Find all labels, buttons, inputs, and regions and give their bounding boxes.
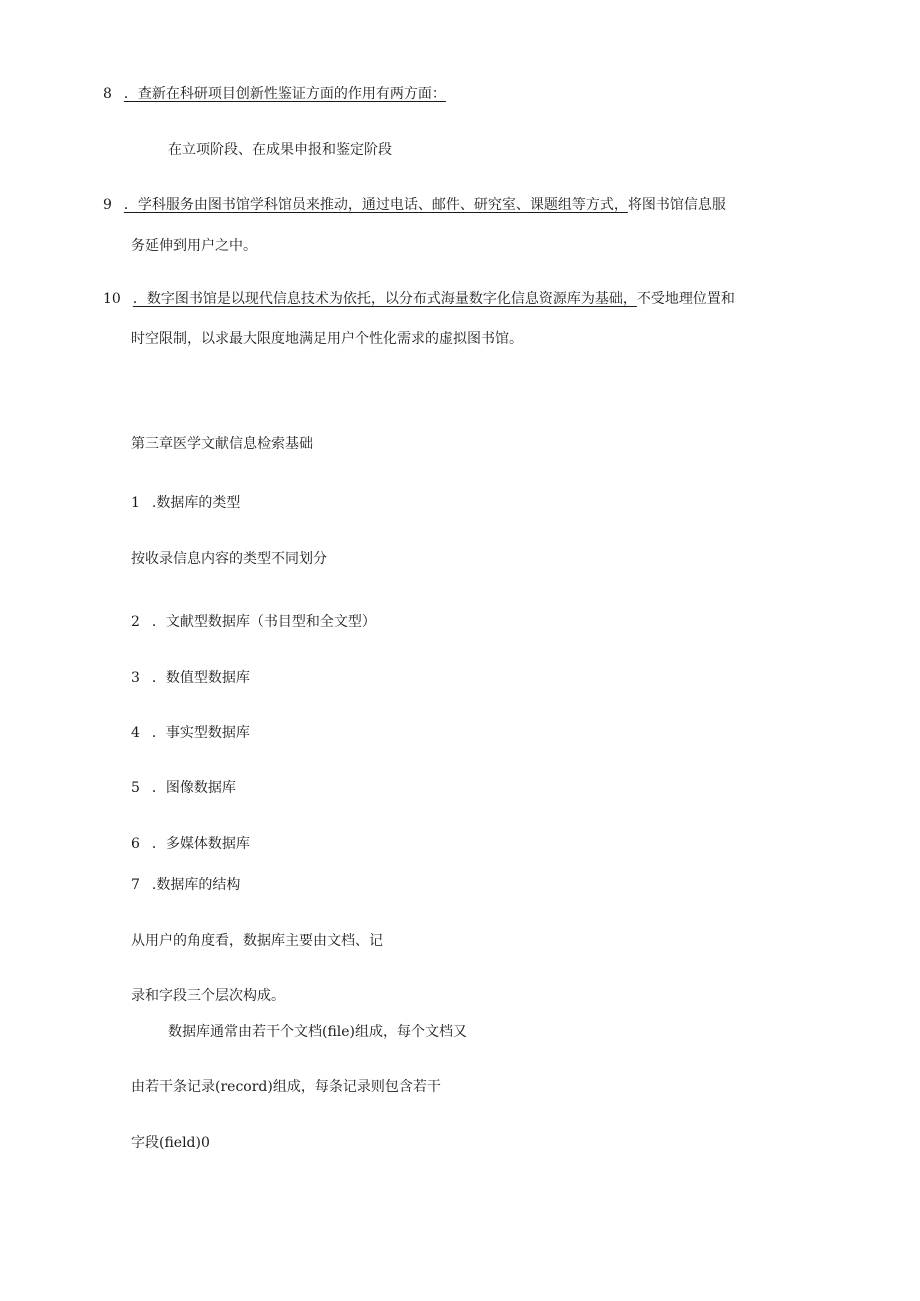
item-8-line	[103, 84, 446, 104]
section-1	[131, 493, 240, 513]
section-2-text: ．文献型数据库（书目型和全文型）	[151, 614, 376, 630]
section-2	[131, 612, 376, 632]
section-7-number: 7	[131, 877, 140, 893]
section-6-text: ．多媒体数据库	[151, 836, 250, 852]
paragraph-2: 录和字段三个层次构成。	[131, 988, 285, 1004]
section-6-number: 6	[131, 836, 140, 852]
item-9-number: 9	[103, 197, 112, 213]
section-1-number: 1	[131, 495, 140, 511]
section-3-text: ．数值型数据库	[151, 670, 250, 686]
item-9-underlined-text: ．学科服务由图书馆学科馆员来推动，通过电话、邮件、研究室、课题组等方式，	[123, 197, 628, 213]
section-1-note: 按收录信息内容的类型不同划分	[131, 551, 327, 567]
item-10-continuation: 时空限制，以求最大限度地满足用户个性化需求的虚拟图书馆。	[131, 331, 523, 347]
section-7-text: .数据库的结构	[151, 877, 241, 893]
item-10-rest-text: 不受地理位置和	[636, 291, 735, 307]
paragraph-3: 数据库通常由若干个文档(file)组成，每个文档又	[168, 1024, 468, 1040]
item-9-rest-text: 将图书馆信息服	[627, 197, 726, 213]
section-4-number: 4	[131, 725, 140, 741]
section-5-number: 5	[131, 780, 140, 796]
section-2-number: 2	[131, 614, 140, 630]
item-9-continuation: 务延伸到用户之中。	[131, 238, 257, 254]
section-5	[131, 778, 236, 798]
section-3-number: 3	[131, 670, 140, 686]
section-4-text: ．事实型数据库	[151, 725, 250, 741]
item-10-number: 10	[103, 291, 121, 307]
item-8-answer: 在立项阶段、在成果申报和鉴定阶段	[168, 142, 392, 158]
section-3	[131, 668, 250, 688]
section-7	[131, 875, 240, 895]
item-8-text: ．查新在科研项目创新性鉴证方面的作用有两方面：	[123, 86, 446, 102]
paragraph-5: 字段(field)0	[131, 1135, 210, 1151]
section-6	[131, 834, 250, 854]
item-10-line	[103, 289, 735, 309]
paragraph-1: 从用户的角度看，数据库主要由文档、记	[131, 933, 383, 949]
paragraph-4: 由若干条记录(record)组成，每条记录则包含若干	[131, 1079, 441, 1095]
item-8-number: 8	[103, 86, 112, 102]
item-9-line	[103, 195, 726, 215]
section-1-text: .数据库的类型	[151, 495, 241, 511]
section-5-text: ．图像数据库	[151, 780, 236, 796]
item-10-underlined-text: ．数字图书馆是以现代信息技术为依托，以分布式海量数字化信息资源库为基础，	[132, 291, 637, 307]
chapter-title: 第三章医学文献信息检索基础	[131, 436, 313, 452]
section-4	[131, 723, 250, 743]
